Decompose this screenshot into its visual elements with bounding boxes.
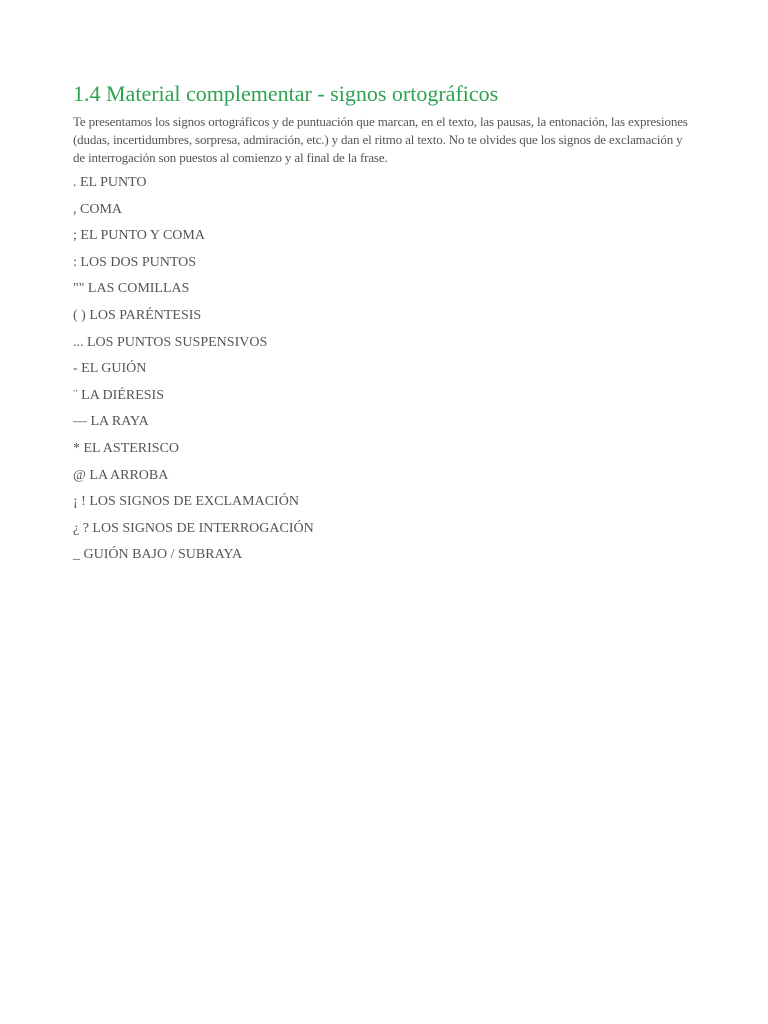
sign-arroba: @ LA ARROBA <box>73 467 169 483</box>
sign-puntos-suspensivos: ... LOS PUNTOS SUSPENSIVOS <box>73 334 268 350</box>
document-page <box>73 80 693 574</box>
sign-comillas: "" LAS COMILLAS <box>73 281 190 297</box>
intro-paragraph: Te presentamos los signos ortográficos y de puntuación que marcan, en el texto, las pausas, la entonación, las expresiones (dudas, incertidumbres, sorpresa, admiración, etc.) y dan el ritmo al texto. No te olvides que los signos de exclamación y de interrogación son puestos al comienzo y al final de la frase. <box>73 114 688 165</box>
sign-guion: - EL GUIÓN <box>73 361 147 377</box>
sign-parentesis: ( ) LOS PARÉNTESIS <box>73 307 202 323</box>
signs-list <box>73 175 693 563</box>
page-title: 1.4 Material complementar - signos ortográficos <box>73 81 499 106</box>
sign-interrogacion: ¿ ? LOS SIGNOS DE INTERROGACIÓN <box>73 520 314 536</box>
sign-guion-bajo: _ GUIÓN BAJO / SUBRAYA <box>73 547 243 563</box>
sign-punto: . EL PUNTO <box>73 175 147 190</box>
sign-dos-puntos: : LOS DOS PUNTOS <box>73 254 197 270</box>
sign-coma: , COMA <box>73 201 123 217</box>
sign-punto-y-coma: ; EL PUNTO Y COMA <box>73 228 205 244</box>
sign-exclamacion: ¡ ! LOS SIGNOS DE EXCLAMACIÓN <box>73 494 299 510</box>
sign-dieresis: ¨ LA DIÉRESIS <box>73 387 164 403</box>
sign-raya: — LA RAYA <box>73 414 149 430</box>
sign-asterisco: * EL ASTERISCO <box>73 440 180 456</box>
